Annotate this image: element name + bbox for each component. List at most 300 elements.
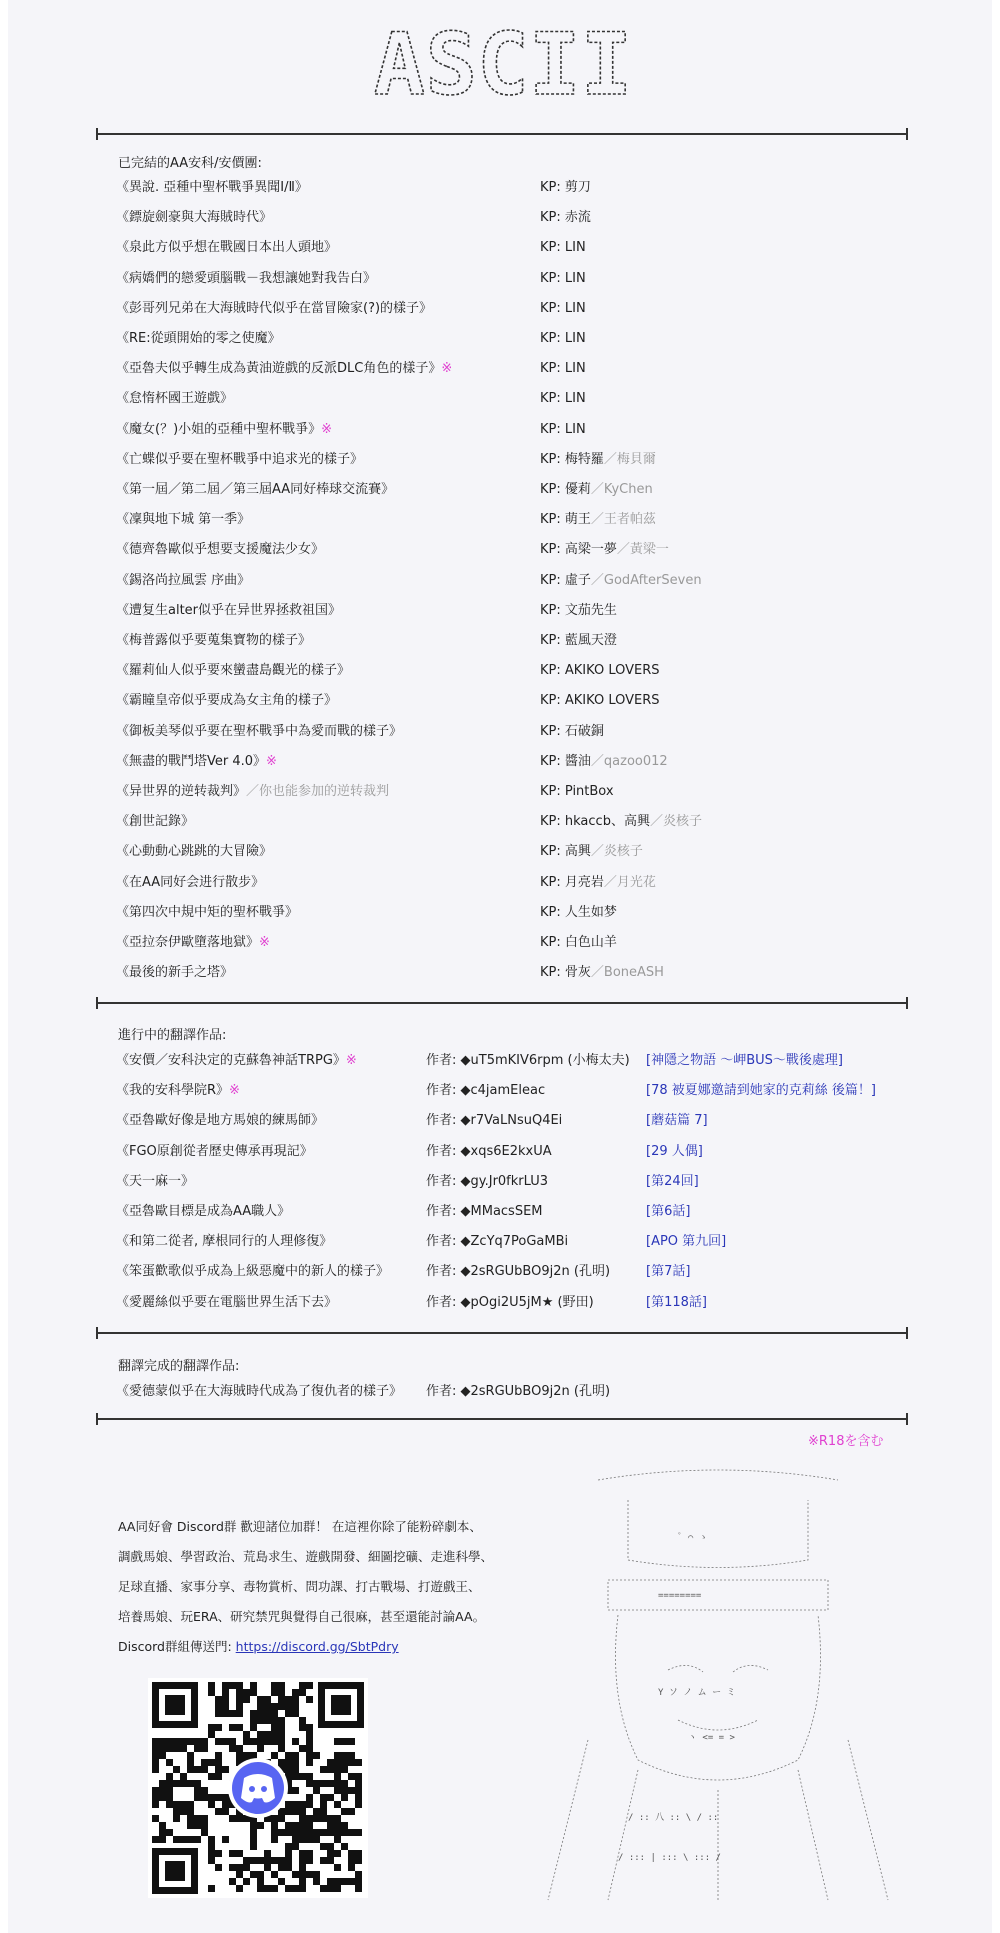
qr-module <box>187 1836 194 1843</box>
qr-module <box>285 1759 292 1766</box>
finished-section-title: 翻譯完成的翻譯作品: <box>118 1359 240 1374</box>
item-chapter-link[interactable]: [第6話] <box>646 1204 691 1219</box>
qr-module <box>194 1787 201 1794</box>
qr-module <box>348 1864 355 1871</box>
item-title[interactable] <box>116 538 324 562</box>
item-author: 作者: ◆r7VaLNsuQ4Ei <box>426 1113 563 1129</box>
item-title[interactable] <box>116 1109 324 1133</box>
item-kp <box>540 840 643 864</box>
qr-module <box>341 1787 348 1794</box>
item-title[interactable] <box>116 297 432 321</box>
qr-module <box>208 1801 215 1808</box>
qr-module <box>292 1808 299 1815</box>
qr-module <box>341 1738 348 1745</box>
qr-module <box>243 1738 250 1745</box>
item-author: 作者: ◆2sRGUbBO9j2n (孔明) <box>426 1384 611 1399</box>
qr-module <box>299 1745 306 1752</box>
qr-module <box>327 1878 334 1885</box>
list-item <box>116 1170 906 1194</box>
qr-module <box>187 1822 194 1829</box>
qr-module <box>201 1738 208 1745</box>
qr-module <box>250 1836 257 1843</box>
list-item <box>116 1380 906 1404</box>
qr-module <box>250 1682 257 1689</box>
qr-module <box>194 1780 201 1787</box>
qr-module <box>236 1850 243 1857</box>
item-kp <box>540 538 669 562</box>
qr-module <box>187 1801 194 1808</box>
item-kp <box>540 267 586 291</box>
qr-module <box>313 1829 320 1836</box>
qr-module <box>166 1773 173 1780</box>
item-title[interactable] <box>116 1170 194 1194</box>
list-item <box>116 478 906 502</box>
qr-module <box>327 1766 334 1773</box>
qr-module <box>285 1710 292 1717</box>
item-chapter-link[interactable]: [神隱之物語 ～岬BUS～戰後處理] <box>646 1053 843 1068</box>
kp-label: KP: <box>540 451 565 467</box>
list-item <box>116 629 906 653</box>
discord-line: 足球直播、家事分享、毒物賞析、問功課、打古戰場、打遊戲王、 <box>118 1579 481 1594</box>
kp-label: KP: <box>540 814 565 830</box>
item-author: 作者: ◆xqs6E2kxUA <box>426 1143 552 1159</box>
item-author: 作者: ◆ZcYq7PoGaMBi <box>426 1234 569 1250</box>
item-title[interactable] <box>116 780 389 804</box>
qr-module <box>215 1850 222 1857</box>
qr-module <box>306 1857 313 1864</box>
kp-name: 高梁一夢 <box>564 542 617 558</box>
qr-module <box>187 1752 194 1759</box>
item-kp <box>540 810 702 834</box>
kp-label: KP: <box>540 361 565 377</box>
qr-module <box>180 1808 187 1815</box>
item-chapter-link[interactable]: [APO 第九回] <box>646 1234 727 1250</box>
item-kp <box>540 478 653 502</box>
qr-module <box>159 1794 166 1801</box>
list-item <box>116 1291 906 1315</box>
item-title[interactable] <box>116 901 298 925</box>
qr-module <box>201 1822 208 1829</box>
qr-module <box>292 1703 299 1710</box>
discord-invite-link[interactable]: https://discord.gg/SbtPdry <box>235 1639 399 1654</box>
kp-name: 石破銅 <box>564 723 604 739</box>
item-kp <box>540 508 656 532</box>
qr-module <box>180 1780 187 1787</box>
kp-label: KP: <box>540 180 565 195</box>
svg-text:/ :: 八 :: \ / ::: / :: 八 :: \ / :: <box>628 1813 719 1823</box>
qr-finder-tr <box>318 1682 364 1728</box>
item-title-text: 《我的安科學院R》 <box>116 1083 230 1099</box>
qr-module <box>250 1689 257 1696</box>
qr-module <box>306 1871 313 1878</box>
qr-module <box>201 1759 208 1766</box>
art-hat <box>628 1500 808 1568</box>
kp-name: 萌王 <box>564 512 591 528</box>
qr-module <box>271 1857 278 1864</box>
item-title-text: 《異說. 亞種中聖杯戰爭異聞Ⅰ/Ⅱ》 <box>116 180 308 195</box>
qr-module <box>278 1738 285 1745</box>
item-title[interactable] <box>116 387 233 411</box>
item-title-text: 《在AA同好会进行散步》 <box>116 874 265 890</box>
qr-module <box>264 1717 271 1724</box>
qr-module <box>229 1878 236 1885</box>
qr-module <box>327 1857 334 1864</box>
kp-name: LIN <box>564 300 586 316</box>
item-title-text: 《心動動心跳跳的大冒險》 <box>116 844 273 860</box>
qr-module <box>334 1759 341 1766</box>
item-title[interactable] <box>116 810 194 834</box>
qr-module <box>250 1822 257 1829</box>
discord-line: 培養馬娘、玩ERA、研究禁咒與覺得自己很麻，甚至還能討論AA。 <box>118 1609 486 1624</box>
item-title[interactable] <box>116 629 311 653</box>
item-kp <box>540 599 617 623</box>
qr-module <box>236 1752 243 1759</box>
divider-top <box>96 133 908 135</box>
qr-module <box>292 1822 299 1829</box>
qr-module <box>299 1836 306 1843</box>
qr-module <box>306 1696 313 1703</box>
qr-module <box>166 1780 173 1787</box>
item-mark: ※ <box>266 753 277 769</box>
kp-name: 月亮岩 <box>564 874 604 890</box>
discord-qr-code[interactable] <box>148 1678 368 1898</box>
qr-module <box>313 1836 320 1843</box>
svg-text:Y ソ ノ ム ー ミ: Y ソ ノ ム ー ミ <box>658 1688 736 1698</box>
item-title[interactable] <box>116 1380 402 1404</box>
qr-module <box>299 1773 306 1780</box>
qr-module <box>271 1682 278 1689</box>
qr-module <box>257 1885 264 1892</box>
qr-module <box>355 1829 362 1836</box>
item-title-text: 《御板美琴似乎要在聖杯戰爭中為愛而戰的樣子》 <box>116 723 403 739</box>
qr-module <box>327 1885 334 1892</box>
qr-module <box>327 1843 334 1850</box>
item-title-text: 《笨蛋歡歌似乎成為上級惡魔中的新人的樣子》 <box>116 1264 390 1280</box>
kp-name: 骨灰 <box>564 965 591 981</box>
qr-module <box>306 1731 313 1738</box>
qr-module <box>215 1808 222 1815</box>
item-chapter-link[interactable]: [29 人偶] <box>646 1143 703 1159</box>
kp-name: LIN <box>564 331 586 346</box>
qr-module <box>355 1794 362 1801</box>
kp-name: 藍風天澄 <box>564 633 617 648</box>
kp-alt-name: ／qazoo012 <box>590 753 668 769</box>
qr-module <box>173 1780 180 1787</box>
qr-module <box>229 1864 236 1871</box>
qr-module <box>201 1794 208 1801</box>
kp-name: 白色山羊 <box>564 935 617 950</box>
item-chapter-link[interactable]: [第118話] <box>646 1294 707 1310</box>
item-kp <box>540 448 656 472</box>
item-title[interactable] <box>116 750 277 774</box>
item-title[interactable] <box>116 871 264 895</box>
qr-module <box>348 1773 355 1780</box>
qr-module <box>292 1829 299 1836</box>
item-title[interactable] <box>116 1230 332 1254</box>
qr-module <box>194 1745 201 1752</box>
qr-module <box>334 1752 341 1759</box>
qr-module <box>194 1794 201 1801</box>
qr-module <box>257 1871 264 1878</box>
qr-module <box>215 1724 222 1731</box>
qr-module <box>334 1780 341 1787</box>
kp-name: 醬油 <box>564 753 591 769</box>
item-kp <box>540 357 586 381</box>
item-title[interactable] <box>116 689 337 713</box>
item-chapter-link[interactable]: [第7話] <box>646 1264 691 1280</box>
kp-label: KP: <box>540 300 565 316</box>
qr-module <box>271 1815 278 1822</box>
qr-module <box>152 1766 159 1773</box>
qr-module <box>264 1857 271 1864</box>
qr-module <box>348 1787 355 1794</box>
qr-module <box>222 1808 229 1815</box>
qr-module <box>208 1885 215 1892</box>
qr-module <box>285 1703 292 1710</box>
qr-module <box>341 1878 348 1885</box>
qr-module <box>166 1787 173 1794</box>
item-title[interactable] <box>116 236 337 260</box>
qr-module <box>306 1724 313 1731</box>
item-kp <box>540 780 614 804</box>
item-title[interactable] <box>116 840 272 864</box>
qr-module <box>222 1738 229 1745</box>
qr-module <box>250 1829 257 1836</box>
qr-module <box>313 1752 320 1759</box>
qr-module <box>215 1773 222 1780</box>
qr-module <box>355 1773 362 1780</box>
list-item <box>116 901 906 925</box>
kp-label: KP: <box>540 904 565 920</box>
qr-module <box>243 1689 250 1696</box>
art-mouth <box>678 1720 758 1730</box>
qr-module <box>327 1850 334 1857</box>
qr-module <box>285 1843 292 1850</box>
qr-module <box>334 1850 341 1857</box>
item-title[interactable] <box>116 327 281 351</box>
item-title[interactable] <box>116 1049 357 1073</box>
list-item <box>116 569 906 593</box>
item-author: 作者: ◆c4jamEleac <box>426 1083 546 1099</box>
qr-module <box>306 1759 313 1766</box>
list-item <box>116 1230 906 1254</box>
kp-label: KP: <box>540 391 565 407</box>
qr-module <box>299 1815 306 1822</box>
qr-module <box>264 1850 271 1857</box>
qr-module <box>355 1759 362 1766</box>
page <box>8 0 992 1933</box>
qr-module <box>194 1815 201 1822</box>
item-title[interactable] <box>116 1291 337 1315</box>
item-title[interactable] <box>116 206 272 230</box>
kp-label: KP: <box>540 512 565 528</box>
item-chapter-link[interactable]: [第24回] <box>646 1173 699 1189</box>
svg-text:/ ::: | ::: \ ::: /: / ::: | ::: \ ::: / <box>618 1853 721 1863</box>
qr-module <box>236 1864 243 1871</box>
kp-alt-name: ／KyChen <box>590 482 653 497</box>
qr-module <box>236 1871 243 1878</box>
item-title-text: 《泉此方似乎想在戰國日本出人頭地》 <box>116 240 338 256</box>
item-mark: ※ <box>441 361 453 377</box>
list-item <box>116 871 906 895</box>
qr-module <box>180 1738 187 1745</box>
qr-module <box>285 1857 292 1864</box>
item-title[interactable] <box>116 1079 240 1103</box>
item-title[interactable] <box>116 267 376 291</box>
qr-module <box>341 1759 348 1766</box>
qr-module <box>299 1801 306 1808</box>
qr-module <box>264 1696 271 1703</box>
kp-alt-name: ／BoneASH <box>590 965 664 981</box>
qr-module <box>292 1738 299 1745</box>
art-band <box>608 1580 828 1610</box>
ascii-art-figure <box>528 1440 908 1910</box>
list-item <box>116 931 906 955</box>
item-title[interactable] <box>116 1200 290 1224</box>
qr-module <box>215 1710 222 1717</box>
item-author: 作者: ◆2sRGUbBO9j2n (孔明) <box>426 1264 611 1280</box>
item-title[interactable] <box>116 931 270 955</box>
item-title-text: 《亞魯歐好像是地方馬娘的練馬師》 <box>116 1113 325 1129</box>
item-kp <box>540 659 660 683</box>
qr-module <box>278 1696 285 1703</box>
qr-module <box>264 1703 271 1710</box>
qr-module <box>341 1829 348 1836</box>
qr-module <box>215 1864 222 1871</box>
qr-module <box>341 1780 348 1787</box>
qr-module <box>334 1829 341 1836</box>
qr-module <box>320 1829 327 1836</box>
qr-module <box>271 1724 278 1731</box>
item-title-text: 《羅莉仙人似乎要來蠻盡島觀光的樣子》 <box>116 663 351 679</box>
qr-module <box>222 1710 229 1717</box>
qr-module <box>299 1682 306 1689</box>
qr-module <box>229 1738 236 1745</box>
item-title[interactable] <box>116 599 341 623</box>
item-title-text: 《病嬌們的戀愛頭腦戰－我想讓她對我告白》 <box>116 270 377 286</box>
kp-name: LIN <box>564 421 586 437</box>
item-title[interactable] <box>116 720 402 744</box>
qr-module <box>215 1738 222 1745</box>
divider-finished <box>96 1418 908 1420</box>
qr-module <box>292 1871 299 1878</box>
qr-module <box>152 1801 159 1808</box>
qr-module <box>243 1857 250 1864</box>
qr-module <box>173 1815 180 1822</box>
qr-module <box>159 1836 166 1843</box>
item-kp <box>540 418 586 442</box>
qr-module <box>180 1801 187 1808</box>
qr-module <box>348 1759 355 1766</box>
item-title[interactable] <box>116 508 250 532</box>
qr-module <box>152 1759 159 1766</box>
item-title[interactable] <box>116 448 363 472</box>
qr-module <box>341 1843 348 1850</box>
qr-module <box>159 1745 166 1752</box>
qr-module <box>215 1703 222 1710</box>
qr-module <box>201 1829 208 1836</box>
qr-module <box>278 1717 285 1724</box>
item-title[interactable] <box>116 659 350 683</box>
item-chapter-link[interactable]: [蘑菇篇 7] <box>646 1113 708 1129</box>
qr-module <box>173 1836 180 1843</box>
item-title[interactable] <box>116 569 250 593</box>
kp-name: 文茄先生 <box>564 602 617 618</box>
item-author: 作者: ◆gy.Jr0fkrLU3 <box>426 1173 549 1189</box>
item-kp <box>540 236 586 260</box>
qr-module <box>292 1689 299 1696</box>
qr-module <box>271 1731 278 1738</box>
qr-module <box>257 1738 264 1745</box>
qr-module <box>152 1745 159 1752</box>
item-title[interactable] <box>116 478 394 502</box>
qr-module <box>355 1787 362 1794</box>
qr-module <box>250 1724 257 1731</box>
svg-text:ヽ <= = >: ヽ <= = > <box>688 1733 735 1743</box>
qr-module <box>306 1836 313 1843</box>
qr-module <box>285 1801 292 1808</box>
qr-module <box>306 1780 313 1787</box>
item-title-text: 《异世界的逆转裁判》 <box>116 784 247 799</box>
item-title[interactable] <box>116 176 308 200</box>
qr-module <box>334 1822 341 1829</box>
qr-module <box>180 1836 187 1843</box>
list-item <box>116 599 906 623</box>
list-item <box>116 206 906 230</box>
qr-module <box>320 1857 327 1864</box>
qr-module <box>271 1710 278 1717</box>
item-title[interactable] <box>116 1140 313 1164</box>
qr-module <box>292 1885 299 1892</box>
qr-module <box>215 1696 222 1703</box>
list-item <box>116 1260 906 1284</box>
kp-label: KP: <box>540 482 565 497</box>
kp-alt-name: ／月光花 <box>603 874 656 890</box>
kp-name: hkaccb、高興 <box>564 814 650 830</box>
qr-module <box>341 1822 348 1829</box>
item-kp <box>540 206 591 230</box>
item-title-text: 《亞拉奈伊歐墮落地獄》 <box>116 935 260 950</box>
qr-module <box>306 1738 313 1745</box>
item-title[interactable] <box>116 1260 389 1284</box>
item-kp <box>540 327 586 351</box>
item-kp <box>540 297 586 321</box>
kp-label: KP: <box>540 542 565 558</box>
r18-note: ※R18を含む <box>808 1434 884 1449</box>
kp-label: KP: <box>540 572 565 588</box>
qr-module <box>236 1815 243 1822</box>
item-title-text: 《第一屆／第二屆／第三屆AA同好棒球交流賽》 <box>116 482 395 497</box>
item-title[interactable] <box>116 418 332 442</box>
qr-module <box>327 1794 334 1801</box>
qr-module <box>348 1752 355 1759</box>
qr-module <box>285 1850 292 1857</box>
qr-module <box>215 1794 222 1801</box>
item-chapter-link[interactable]: [78 被夏娜邀請到她家的克莉絲 後篇！] <box>646 1083 876 1099</box>
item-title[interactable] <box>116 961 233 985</box>
list-item <box>116 357 906 381</box>
qr-module <box>194 1822 201 1829</box>
qr-module <box>250 1710 257 1717</box>
item-title[interactable] <box>116 357 452 381</box>
qr-module <box>271 1822 278 1829</box>
qr-module <box>355 1857 362 1864</box>
qr-finder-bl <box>152 1848 198 1894</box>
qr-module <box>194 1836 201 1843</box>
qr-module <box>257 1731 264 1738</box>
list-item <box>116 267 906 291</box>
item-kp <box>540 871 656 895</box>
